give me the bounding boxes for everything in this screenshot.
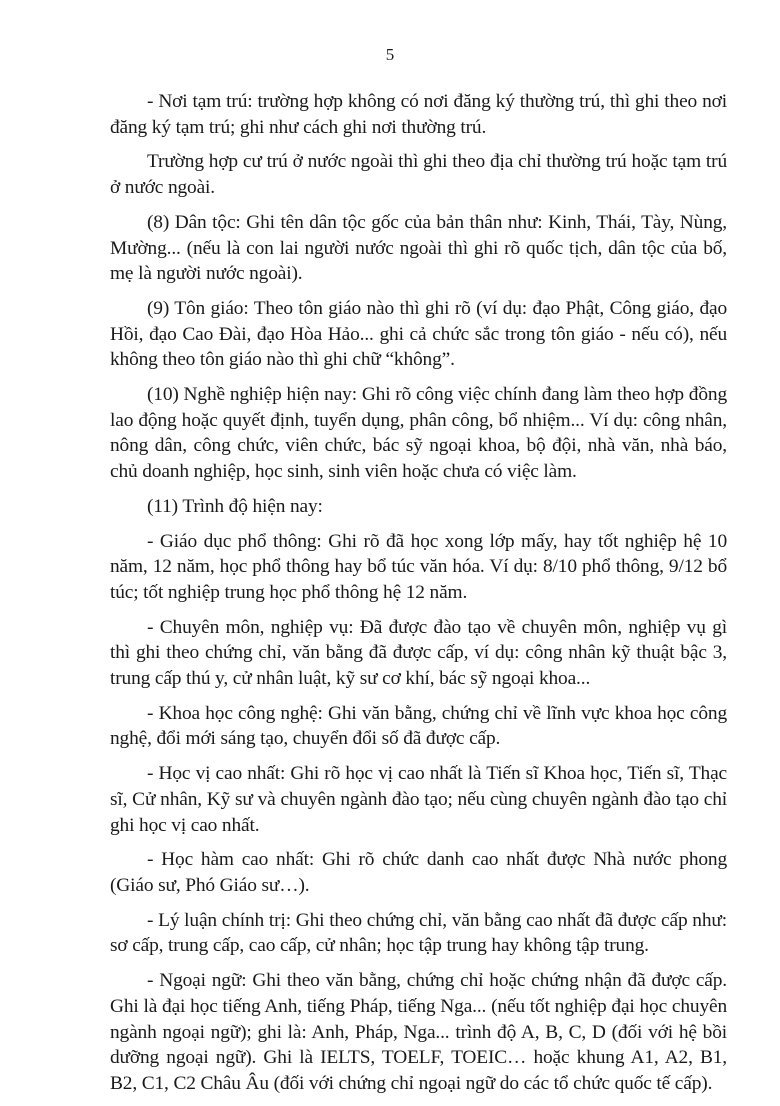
paragraph-science-technology: - Khoa học công nghệ: Ghi văn bằng, chứng chỉ về lĩnh vực khoa học công nghệ, đổi mới sáng tạo, chuyển đổi số đã được cấp.	[110, 702, 727, 750]
paragraph-highest-degree: - Học vị cao nhất: Ghi rõ học vị cao nhất là Tiến sĩ Khoa học, Tiến sĩ, Thạc sĩ, Cử nhân, Kỹ sư và chuyên ngành đào tạo; nếu cùng chuyên ngành đào tạo chỉ ghi học vị cao nhất.	[110, 763, 727, 836]
paragraph-religion: (9) Tôn giáo: Theo tôn giáo nào thì ghi rõ (ví dụ: đạo Phật, Công giáo, đạo Hồi, đạo Cao Đài, đạo Hòa Hảo... ghi cả chức sắc trong tôn giáo - nếu có), nếu không theo tôn giáo nào thì ghi chữ “không”.	[110, 297, 727, 371]
paragraph-highest-academic-title: - Học hàm cao nhất: Ghi rõ chức danh cao nhất được Nhà nước phong (Giáo sư, Phó Giáo sư…).	[110, 849, 727, 896]
paragraph-temporary-residence: - Nơi tạm trú: trường hợp không có nơi đăng ký thường trú, thì ghi theo nơi đăng ký tạm trú; ghi như cách ghi nơi thường trú.	[110, 91, 727, 138]
paragraph-occupation: (10) Nghề nghiệp hiện nay: Ghi rõ công việc chính đang làm theo hợp đồng lao động hoặc quyết định, tuyển dụng, phân công, bổ nhiệm... Ví dụ: công nhân, nông dân, công chức, viên chức, bác sỹ ngoại khoa, bộ đội, nhà văn, nhà báo, chủ doanh nghiệp, học sinh, sinh viên hoặc chưa có việc làm.	[110, 384, 727, 483]
paragraph-ethnicity: (8) Dân tộc: Ghi tên dân tộc gốc của bản thân như: Kinh, Thái, Tày, Nùng, Mường... (nếu là con lai người nước ngoài thì ghi rõ quốc tịch, dân tộc của bố, mẹ là người nước ngoài).	[110, 211, 727, 285]
paragraph-professional-qualification: - Chuyên môn, nghiệp vụ: Đã được đào tạo về chuyên môn, nghiệp vụ gì thì ghi theo chứng chỉ, văn bằng đã được cấp, ví dụ: công nhân kỹ thuật bậc 3, trung cấp thú y, cử nhân luật, kỹ sư cơ khí, bác sỹ ngoại khoa...	[110, 616, 727, 690]
paragraph-overseas-residence: Trường hợp cư trú ở nước ngoài thì ghi theo địa chỉ thường trú hoặc tạm trú ở nước ngoài.	[110, 151, 727, 199]
paragraph-education-level-heading: (11) Trình độ hiện nay:	[147, 495, 323, 517]
document-body	[110, 89, 727, 1106]
paragraph-foreign-language: - Ngoại ngữ: Ghi theo văn bằng, chứng chỉ hoặc chứng nhận đã được cấp. Ghi là đại học tiếng Anh, tiếng Pháp, tiếng Nga... (nếu tốt nghiệp đại học chuyên ngành ngoại ngữ); ghi là: Anh, Pháp, Nga... trình độ A, B, C, D (đối với hệ bồi dưỡng ngoại ngữ). Ghi là IELTS, TOELF, TOEIC… hoặc khung A1, A2, B1, B2, C1, C2 Châu Âu (đối với chứng chỉ ngoại ngữ do các tổ chức quốc tế cấp).	[110, 970, 727, 1094]
paragraph-general-education: - Giáo dục phổ thông: Ghi rõ đã học xong lớp mấy, hay tốt nghiệp hệ 10 năm, 12 năm, học phổ thông hay bổ túc văn hóa. Ví dụ: 8/10 phổ thông, 9/12 bổ túc; tốt nghiệp trung học phổ thông hệ 12 năm.	[110, 530, 727, 603]
page-number: 5	[385, 45, 395, 64]
paragraph-political-theory: - Lý luận chính trị: Ghi theo chứng chỉ, văn bằng cao nhất đã được cấp như: sơ cấp, trung cấp, cao cấp, cử nhân; học tập trung hay không tập trung.	[110, 909, 727, 957]
